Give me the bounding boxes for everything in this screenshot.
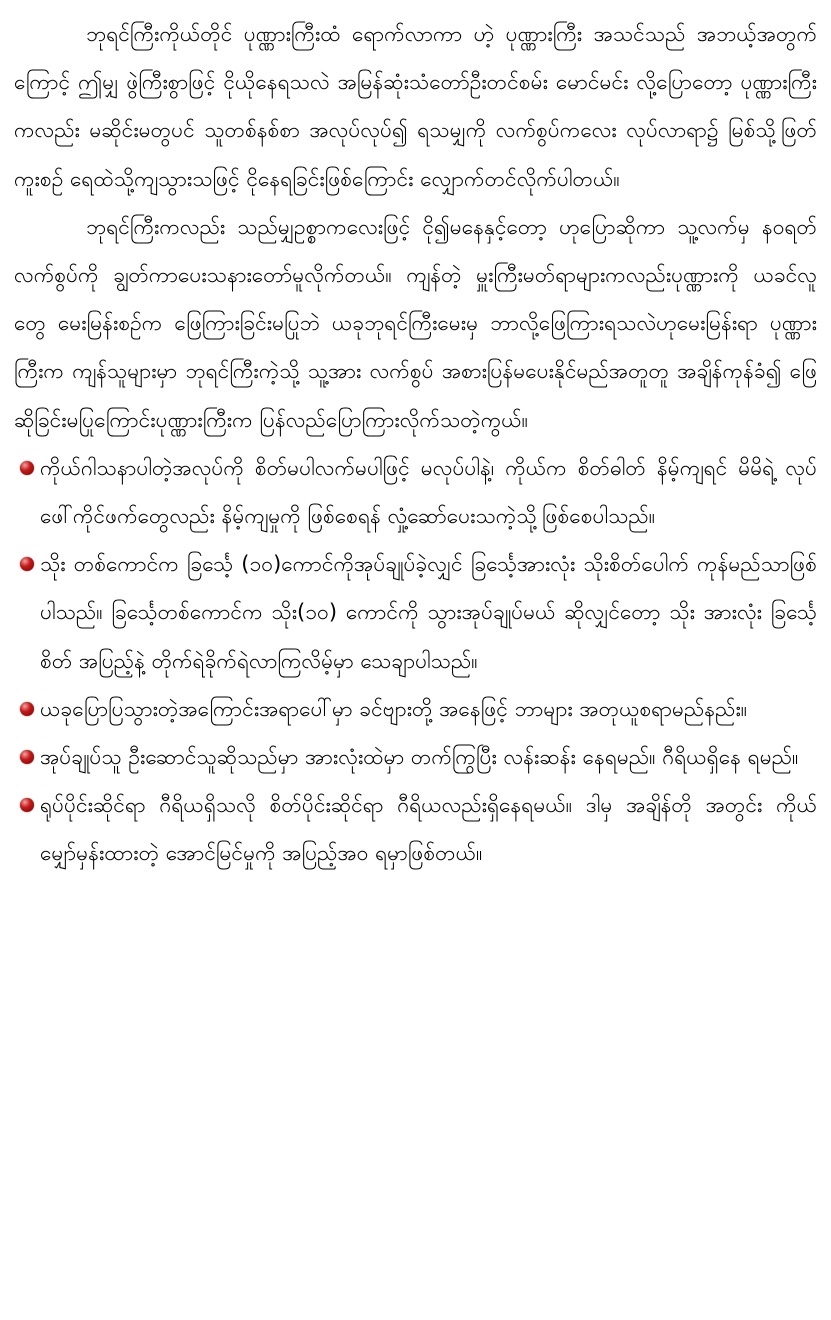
red-bullet-icon <box>20 750 34 764</box>
list-item <box>14 540 817 685</box>
list-item-text: ယခုပြောပြသွားတဲ့အကြောင်းအရာပေါ်မှာ ခင်ဗျားတို့ အနေဖြင့် ဘာများ အတုယူစရာမည်နည်း။ <box>40 696 748 721</box>
red-bullet-icon <box>20 702 34 716</box>
story-paragraph-2: ဘုရင်ကြီးကလည်း သည်မျှဥစ္စာကလေးဖြင့် ငို၍မနေနှင့်တော့ ဟုပြောဆိုကာ သူ့လက်မှ နဝရတ်လက်စွပ်ကို ချွတ်ကာပေးသနားတော်မူလိုက်တယ်။ ကျန်တဲ့ မှူးကြီးမတ်ရာများကလည်းပုဏ္ဏားကို ယခင်လူတွေ မေးမြန်းစဉ်က ဖြေကြားခြင်းမပြုဘဲ ယခုဘုရင်ကြီးမေးမှ ဘာလို့ဖြေကြားရသလဲဟုမေးမြန်းရာ ပုဏ္ဏားကြီးက ကျန်သူများမှာ ဘုရင်ကြီးကဲ့သို့ သူ့အား လက်စွပ် အစားပြန်မပေးနိုင်မည်အတူတူ အချိန်ကုန်ခံ၍ ဖြေဆိုခြင်းမပြုကြောင်းပုဏ္ဏားကြီးက ပြန်လည်ပြောကြားလိုက်သတဲ့ကွယ်။ <box>14 214 817 432</box>
list-item-text: သိုး တစ်ကောင်က ခြင်္သေ့ (၁၀)ကောင်ကိုအုပ်ချုပ်ခဲ့လျှင် ခြင်္သေ့အားလုံး သိုးစိတ်ပေါက် ကုန်မည်သာဖြစ်ပါသည်။ ခြင်္သေ့တစ်ကောင်က သိုး(၁၀) ကောင်ကို သွားအုပ်ချုပ်မယ် ဆိုလျှင်တော့ သိုး အားလုံး ခြင်္သေ့စိတ် အပြည့်နဲ့ တိုက်ရဲခိုက်ရဲလာကြလိမ့်မှာ သေချာပါသည်။ <box>40 552 817 673</box>
list-item-text: အုပ်ချုပ်သူ ဦးဆောင်သူဆိုသည်မှာ အားလုံးထဲမှာ တက်ကြွပြီး လန်းဆန်း နေရမည်။ ဂီရိယရှိနေ ရမည်။ <box>40 745 799 770</box>
list-item <box>14 444 817 540</box>
list-item-text: ကိုယ်ဂါသနာပါတဲ့အလုပ်ကို စိတ်မပါလက်မပါဖြင့် မလုပ်ပါနဲ့၊ ကိုယ်က စိတ်ဓါတ် နိမ့်ကျရင် မိမိရဲ့ လုပ်ဖေါ်ကိုင်ဖက်တွေလည်း နိမ့်ကျမှုကို ဖြစ်စေရန် လှုံ့ဆော်ပေးသကဲ့သို့ဖြစ်စေပါသည်။ <box>40 455 817 529</box>
list-item <box>14 781 817 877</box>
red-bullet-icon <box>20 461 34 475</box>
list-item <box>14 685 817 733</box>
story-paragraph-1: ဘုရင်ကြီးကိုယ်တိုင် ပုဏ္ဏားကြီးထံ ရောက်လာကာ ဟဲ့ ပုဏ္ဏားကြီး အသင်သည် အဘယ့်အတွက်ကြောင့် ဤမျှ ဖွဲကြီးစွာဖြင့် ငိုယိုနေရသလဲ အမြန်ဆုံးသံတော်ဦးတင်စမ်း မောင်မင်း လို့ပြောတော့ ပုဏ္ဏားကြီး ကလည်း မဆိုင်းမတွပင် သူတစ်နစ်စာ အလုပ်လုပ်၍ ရသမျှကို လက်စွပ်ကလေး လုပ်လာရာ၌ မြစ်သို့ဖြတ်ကူးစဉ် ရေထဲသို့ကျသွားသဖြင့် ငိုနေရခြင်းဖြစ်ကြောင်း လျှောက်တင်လိုက်ပါတယ်။ <box>14 22 817 191</box>
lesson-list <box>14 444 817 878</box>
list-item <box>14 733 817 781</box>
list-item-text: ရုပ်ပိုင်းဆိုင်ရာ ဂီရိယရှိသလို စိတ်ပိုင်းဆိုင်ရာ ဂီရိယလည်းရှိနေရမယ်။ ဒါမှ အချိန်တို အတွင်း ကိုယ်မျှော်မှန်းထားတဲ့ အောင်မြင်မှုကို အပြည့်အဝ ရမှာဖြစ်တယ်။ <box>40 793 817 866</box>
red-bullet-icon <box>20 557 34 571</box>
red-bullet-icon <box>20 798 34 812</box>
